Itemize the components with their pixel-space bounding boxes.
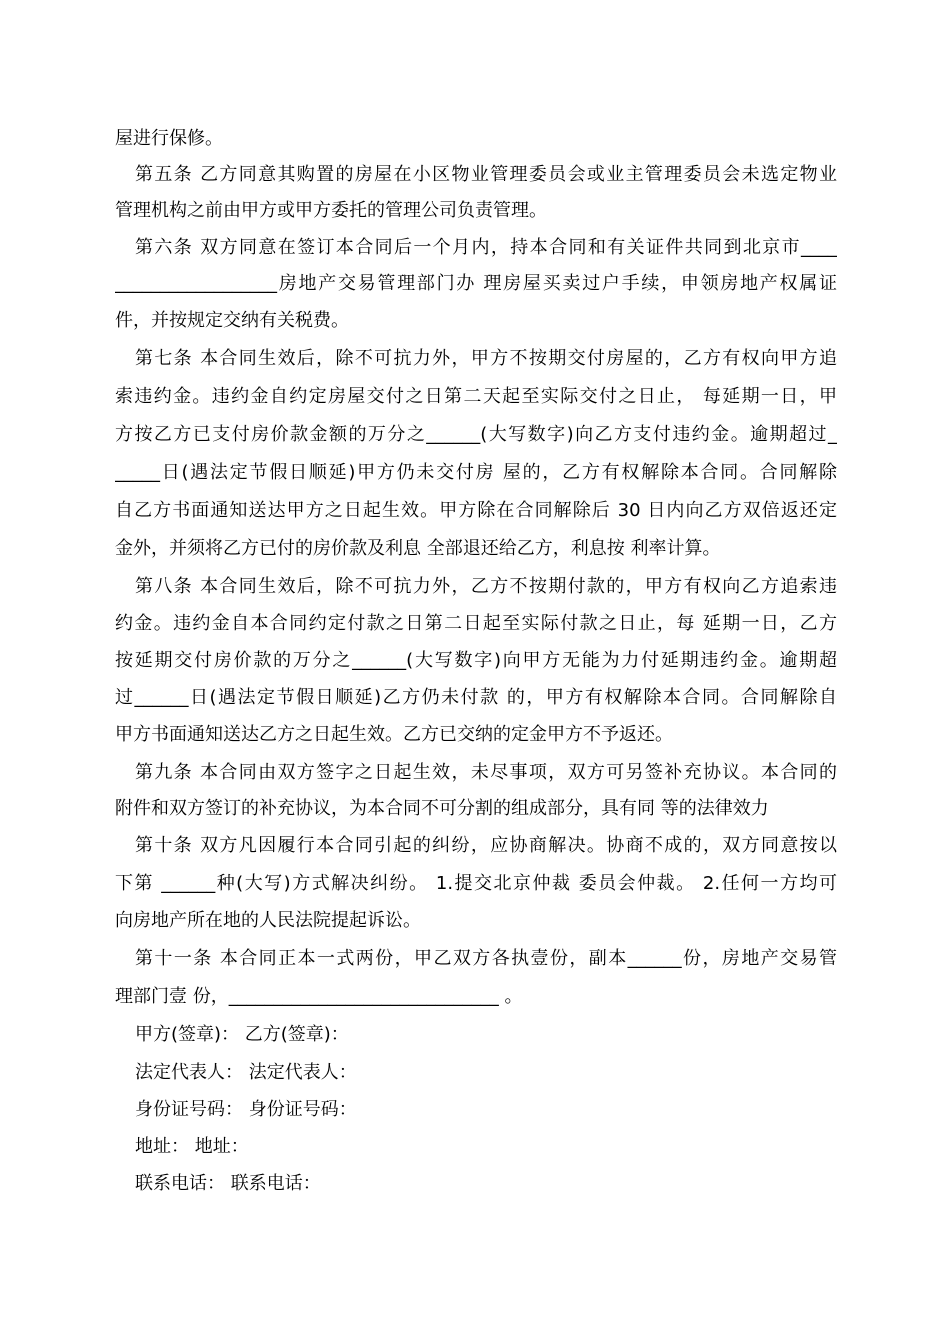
text-line: 屋进行保修。 xyxy=(115,128,223,149)
clause-8-line-2: 约金。违约金自本合同约定付款之日第二日起至实际付款之日止，每 延期一日，乙方 xyxy=(115,613,837,634)
clause-7-line-4: _____日(遇法定节假日顺延)甲方仍未交付房 屋的，乙方有权解除本合同。合同解除 xyxy=(115,462,837,483)
id-number-line: 身份证号码： 身份证号码： xyxy=(135,1099,357,1120)
clause-8-line-5: 甲方书面通知送达乙方之日起生效。乙方已交纳的定金甲方不予返还。 xyxy=(115,724,673,745)
clause-8-line-4: 过______日(遇法定节假日顺延)乙方仍未付款 的，甲方有权解除本合同。合同解除自 xyxy=(115,687,837,708)
address-line: 地址： 地址： xyxy=(135,1136,249,1157)
phone-line: 联系电话： 联系电话： xyxy=(135,1173,321,1194)
legal-representative-line: 法定代表人： 法定代表人： xyxy=(135,1062,357,1083)
clause-7-line-2: 索违约金。违约金自约定房屋交付之日第二天起至实际交付之日止， 每延期一日，甲 xyxy=(115,386,837,407)
clause-9-line-2: 附件和双方签订的补充协议，为本合同不可分割的组成部分，具有同 等的法律效力 xyxy=(115,798,769,819)
clause-9-line-1: 第九条 本合同由双方签字之日起生效，未尽事项，双方可另签补充协议。本合同的 xyxy=(135,762,837,783)
clause-5-line-2: 管理机构之前由甲方或甲方委托的管理公司负责管理。 xyxy=(115,200,547,221)
clause-10-line-1: 第十条 双方凡因履行本合同引起的纠纷，应协商解决。协商不成的，双方同意按以 xyxy=(135,835,837,856)
clause-11-line-1: 第十一条 本合同正本一式两份，甲乙双方各执壹份，副本______份，房地产交易管 xyxy=(135,948,837,969)
clause-11-line-2: 理部门壹 份，______________________________ 。 xyxy=(115,986,523,1007)
clause-10-line-3: 向房地产所在地的人民法院提起诉讼。 xyxy=(115,910,421,931)
clause-10-line-2: 下第 ______种(大写)方式解决纠纷。 1.提交北京仲裁 委员会仲裁。 2.任何一方均可 xyxy=(115,873,837,894)
clause-6-line-2: __________________房地产交易管理部门办 理房屋买卖过户手续，申领房地产权属证 xyxy=(115,273,837,294)
clause-8-line-1: 第八条 本合同生效后，除不可抗力外，乙方不按期付款的，甲方有权向乙方追索违 xyxy=(135,576,837,597)
clause-5-line-1: 第五条 乙方同意其购置的房屋在小区物业管理委员会或业主管理委员会未选定物业 xyxy=(135,164,837,185)
clause-6-line-1: 第六条 双方同意在签订本合同后一个月内，持本合同和有关证件共同到北京市____ xyxy=(135,237,837,258)
clause-8-line-3: 按延期交付房价款的万分之______(大写数字)向甲方无能为力付延期违约金。逾期超 xyxy=(115,650,837,671)
signature-line: 甲方(签章)： 乙方(签章)： xyxy=(135,1024,349,1045)
clause-7-line-5: 自乙方书面通知送达甲方之日起生效。甲方除在合同解除后 30 日内向乙方双倍返还定 xyxy=(115,500,837,521)
clause-6-line-3: 件，并按规定交纳有关税费。 xyxy=(115,310,349,331)
clause-7-line-1: 第七条 本合同生效后，除不可抗力外，甲方不按期交付房屋的，乙方有权向甲方追 xyxy=(135,348,837,369)
clause-7-line-6: 金外，并须将乙方已付的房价款及利息 全部退还给乙方，利息按 利率计算。 xyxy=(115,538,721,559)
clause-7-line-3: 方按乙方已支付房价款金额的万分之______(大写数字)向乙方支付违约金。逾期超过_ xyxy=(115,424,837,445)
